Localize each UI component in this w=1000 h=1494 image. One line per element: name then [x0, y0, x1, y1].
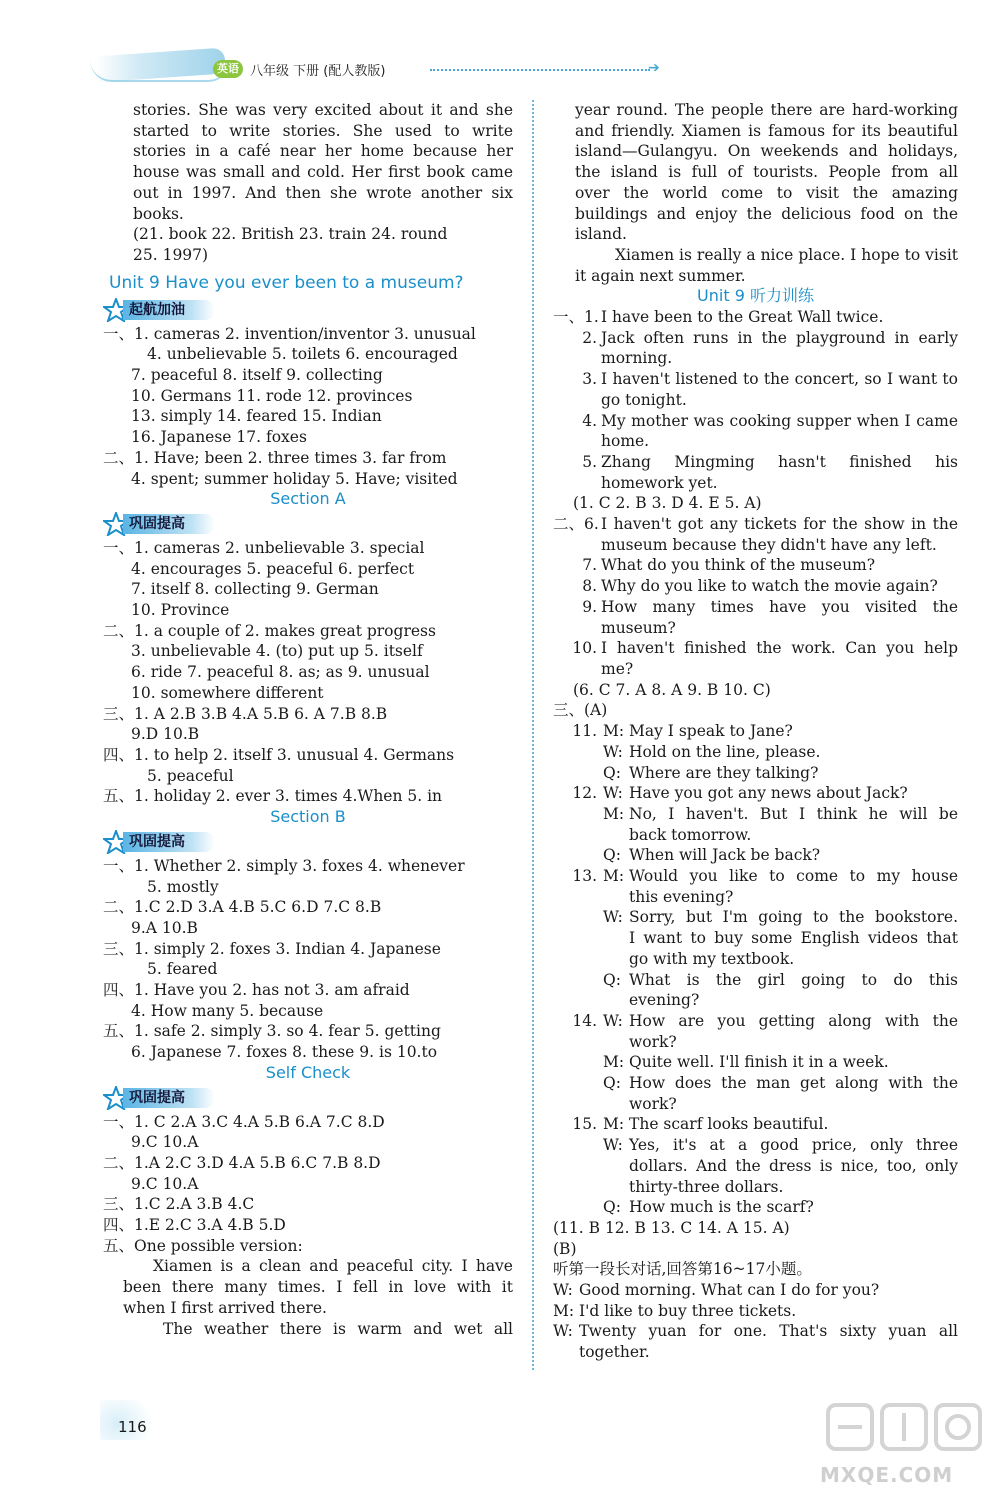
question-number: 4.: [582, 411, 597, 430]
section-b-title: Section B: [270, 807, 346, 827]
header-title: 八年级 下册 (配人教版): [250, 64, 386, 79]
text-line: island.: [575, 225, 627, 244]
dialogue-line: Yes, it's at a good price, only three: [629, 1136, 958, 1155]
dialogue-turn: [603, 907, 958, 969]
unit-title: Unit 9 Have you ever been to a museum?: [109, 272, 464, 293]
text-line: and friendly. Xiamen is famous for its beautiful: [575, 121, 958, 140]
question-line: Why do you like to watch the movie again?: [601, 577, 938, 596]
speaker-label: W:: [603, 1136, 623, 1155]
speaker-label: W:: [603, 908, 623, 927]
question-text: [601, 638, 958, 679]
dialogue-turn: [603, 845, 958, 866]
speaker-text: [629, 1011, 958, 1052]
dialogue-turn: [603, 1135, 958, 1197]
answer-line: 4. spent; summer holiday 5. Have; visited: [131, 469, 458, 488]
subject-badge: 英语: [213, 60, 243, 78]
answer-line: 二、1. Have; been 2. three times 3. far from: [103, 448, 447, 467]
header-dotted-line: [430, 69, 650, 71]
answer-line: 7. itself 8. collecting 9. German: [131, 580, 379, 599]
part-3b-label: (B): [553, 1239, 577, 1258]
text-line: island—Gulangyu. On weekends and holidays,: [575, 142, 958, 161]
dialogue-body: [603, 783, 958, 866]
listening-part-1: [553, 307, 958, 493]
question-item: [553, 411, 958, 452]
text-line: over the world come to visit the amazing: [575, 183, 958, 202]
answer-line: (1. C 2. B 3. D 4. E 5. A): [573, 494, 762, 513]
question-number: 10.: [572, 639, 597, 658]
dialogue-line: May I speak to Jane?: [629, 722, 793, 741]
dialogue-body: [603, 1114, 958, 1218]
speaker-text: [579, 1301, 958, 1322]
essay-line: when I first arrived there.: [123, 1298, 327, 1317]
dialogue-line: When will Jack be back?: [629, 846, 821, 865]
dialogue-turn: [603, 783, 958, 804]
question-number: 5.: [582, 452, 597, 471]
speaker-label: M:: [553, 1301, 575, 1320]
question-item: [553, 452, 958, 493]
dialogue-turn: [603, 742, 958, 763]
part-3b-intro: 听第一段长对话,回答第16~17小题。: [553, 1260, 812, 1279]
dialogue-line: I'd like to buy three tickets.: [579, 1301, 797, 1320]
right-intro: [553, 100, 958, 286]
answer-line: 4. How many 5. because: [131, 1001, 324, 1020]
arrow-icon: ➔: [648, 60, 660, 76]
question-number: 12.: [572, 784, 597, 803]
answer-line: 16. Japanese 17. foxes: [131, 428, 307, 447]
question-line: How many times have you visited the: [601, 597, 958, 616]
question-item: [553, 576, 958, 597]
speaker-text: [629, 845, 958, 866]
text-line: out in 1997. And then she wrote another six: [133, 183, 513, 202]
dialogue-line: The scarf looks beautiful.: [629, 1115, 829, 1134]
answer-line: 一、1. cameras 2. unbelievable 3. special: [103, 538, 425, 557]
speaker-text: [629, 866, 958, 907]
question-number: 7.: [582, 556, 597, 575]
question-number: 2.: [582, 328, 597, 347]
text-line: buildings and enjoy the delicious food on the: [575, 204, 958, 223]
dialogue-turn: [603, 1052, 958, 1073]
answer-block: [103, 324, 513, 490]
column-divider: [532, 100, 534, 1370]
question-text: [601, 597, 958, 638]
answer-line: 五、1. safe 2. simply 3. so 4. fear 5. getting: [103, 1022, 441, 1041]
dialogue-line: No, I haven't. But I think he will be: [629, 804, 958, 823]
dialogue-turn: [603, 1073, 958, 1114]
dialogue-turn: [553, 1301, 958, 1322]
dialogue-line: this evening?: [629, 887, 734, 906]
speaker-label: W:: [603, 784, 623, 803]
answer-line: 三、1. A 2.B 3.B 4.A 5.B 6. A 7.B 8.B: [103, 704, 388, 723]
answer-line: 9.C 10.A: [131, 1133, 199, 1152]
section-heading-label: 巩固提高: [123, 514, 215, 534]
dialogue-3b: [553, 1280, 958, 1363]
answer-line: 7. peaceful 8. itself 9. collecting: [131, 366, 383, 385]
question-item: [553, 555, 958, 576]
text-line: stories in a café near her home because her: [133, 142, 513, 161]
answer-line: 二、1.A 2.C 3.D 4.A 5.B 6.C 7.B 8.D: [103, 1153, 381, 1172]
question-line: I have been to the Great Wall twice.: [601, 308, 884, 327]
speaker-label: M:: [603, 1053, 625, 1072]
text-line: stories. She was very excited about it and she: [133, 101, 513, 119]
dialogue-item: [553, 721, 958, 783]
right-column: [553, 100, 958, 1363]
dialogue-line: What is the girl going to do this: [629, 970, 958, 989]
answer-line: 5. feared: [147, 960, 218, 979]
speaker-text: [629, 1073, 958, 1114]
speaker-label: Q:: [603, 970, 621, 989]
question-text: [601, 411, 958, 452]
dialogue-turn: [603, 763, 958, 784]
dialogue-body: [603, 1011, 958, 1115]
question-number: 8.: [582, 577, 597, 596]
question-item: [553, 369, 958, 410]
answer-line: 10. Province: [131, 601, 230, 620]
page-number: 116: [118, 1418, 147, 1436]
speaker-label: W:: [603, 1011, 623, 1030]
dialogue-line: thirty-three dollars.: [629, 1177, 784, 1196]
question-line: museum?: [601, 618, 676, 637]
dialogue-item: [553, 1011, 958, 1115]
dialogue-turn: [603, 804, 958, 845]
speaker-text: [629, 1114, 958, 1135]
listening-part-2: [553, 514, 958, 680]
section-a-title: Section A: [270, 489, 346, 509]
answer-line: 5. peaceful: [147, 766, 234, 785]
dialogue-body: [603, 721, 958, 783]
answer-line: 五、1. holiday 2. ever 3. times 4.When 5. in: [103, 787, 443, 806]
question-line: me?: [601, 659, 634, 678]
answer-line: 6. ride 7. peaceful 8. as; as 9. unusual: [131, 663, 430, 682]
answer-block: [103, 538, 513, 807]
speaker-text: [629, 970, 958, 1011]
dialogue-item: [553, 866, 958, 1011]
question-number: 14.: [572, 1011, 597, 1030]
answer-line: 4. encourages 5. peaceful 6. perfect: [131, 559, 415, 578]
speaker-label: M:: [603, 867, 625, 886]
dialogue-line: go with my textbook.: [629, 949, 795, 968]
question-text: [601, 514, 958, 555]
section-heading-label: 巩固提高: [123, 1088, 215, 1108]
question-text: [601, 576, 958, 597]
answer-line: 25. 1997): [133, 245, 209, 264]
section-heading: [103, 298, 513, 322]
question-text: [601, 452, 958, 493]
answer-line: 四、1.E 2.C 3.A 4.B 5.D: [103, 1216, 286, 1235]
question-line: go tonight.: [601, 390, 687, 409]
section-heading: [103, 1086, 513, 1110]
essay-line: been there many times. I fell in love with it: [123, 1278, 513, 1297]
dialogue-line: Hold on the line, please.: [629, 742, 821, 761]
speaker-text: [629, 721, 958, 742]
answer-line: 9.A 10.B: [131, 918, 198, 937]
text-line: year round. The people there are hard-working: [575, 101, 958, 119]
section-heading: [103, 830, 513, 854]
speaker-label: W:: [553, 1322, 573, 1341]
listening-part-3: [553, 721, 958, 1218]
dialogue-line: How are you getting along with the: [629, 1011, 958, 1030]
answer-line: 三、1. simply 2. foxes 3. Indian 4. Japanese: [103, 939, 441, 958]
speaker-text: [629, 763, 958, 784]
speaker-text: [629, 742, 958, 763]
self-check-title: Self Check: [265, 1062, 351, 1082]
speaker-label: W:: [553, 1281, 573, 1300]
left-intro: [103, 100, 513, 266]
answer-line: 4. unbelievable 5. toilets 6. encouraged: [147, 345, 458, 364]
question-line: Zhang Mingming hasn't finished his: [601, 452, 958, 471]
dialogue-line: Quite well. I'll finish it in a week.: [629, 1053, 889, 1072]
dialogue-item: [553, 1114, 958, 1218]
speaker-label: Q:: [603, 1198, 621, 1217]
text-line: house was small and cold. Her first book came: [133, 163, 513, 182]
answer-line: 四、1. to help 2. itself 3. unusual 4. Germans: [103, 745, 455, 764]
dialogue-turn: [603, 866, 958, 907]
question-item: [553, 638, 958, 679]
answer-line: 3. unbelievable 4. (to) put up 5. itself: [131, 642, 423, 661]
text-line: started to write stories. She used to write: [133, 121, 513, 140]
dialogue-turn: [553, 1321, 958, 1362]
essay-line: Xiamen is a clean and peaceful city. I have: [153, 1257, 513, 1276]
speaker-text: [629, 1197, 958, 1218]
question-item: [553, 514, 958, 555]
question-line: museum because they didn't have any left.: [601, 535, 937, 554]
question-line: I haven't got any tickets for the show in the: [601, 515, 958, 534]
question-item: [553, 328, 958, 369]
speaker-text: [629, 1052, 958, 1073]
question-line: I haven't listened to the concert, so I want to: [601, 370, 958, 389]
question-item: [553, 307, 958, 328]
question-number: 9.: [582, 597, 597, 616]
answer-line: 二、1.C 2.D 3.A 4.B 5.C 6.D 7.C 8.B: [103, 898, 382, 917]
question-text: [601, 307, 958, 328]
answer-line: 6. Japanese 7. foxes 8. these 9. is 10.to: [131, 1043, 438, 1062]
dialogue-line: Have you got any news about Jack?: [629, 784, 908, 803]
answer-line: 10. Germans 11. rode 12. provinces: [131, 386, 413, 405]
question-number: 11.: [572, 722, 597, 741]
listening-title: Unit 9 听力训练: [697, 286, 814, 306]
question-line: homework yet.: [601, 473, 718, 492]
dialogue-line: back tomorrow.: [629, 825, 752, 844]
dialogue-line: Twenty yuan for one. That's sixty yuan all: [579, 1322, 958, 1341]
question-text: [601, 328, 958, 369]
speaker-label: Q:: [603, 763, 621, 782]
dialogue-line: evening?: [629, 991, 700, 1010]
answer-line: 9.C 10.A: [131, 1174, 199, 1193]
answer-line: 10. somewhere different: [131, 683, 324, 702]
answer-block: [103, 856, 513, 1063]
speaker-label: Q:: [603, 1074, 621, 1093]
speaker-text: [629, 804, 958, 845]
dialogue-item: [553, 783, 958, 866]
watermark-text: MXQE.COM: [820, 1463, 954, 1487]
question-line: My mother was cooking supper when I came: [601, 411, 958, 430]
answer-line: 一、1. C 2.A 3.C 4.A 5.B 6.A 7.C 8.D: [103, 1112, 385, 1131]
dialogue-line: Good morning. What can I do for you?: [579, 1281, 880, 1300]
dialogue-turn: [603, 1011, 958, 1052]
question-text: [601, 555, 958, 576]
page-header: [0, 0, 1000, 100]
essay-line: The weather there is warm and wet all: [163, 1319, 513, 1338]
dialogue-turn: [553, 1280, 958, 1301]
section-heading-label: 起航加油: [123, 300, 215, 320]
section-heading-label: 巩固提高: [123, 832, 215, 852]
dialogue-line: Sorry, but I'm going to the bookstore.: [629, 908, 958, 927]
question-line: home.: [601, 432, 650, 451]
question-line: What do you think of the museum?: [601, 556, 876, 575]
answer-line: 一、1. Whether 2. simply 3. foxes 4. whenever: [103, 856, 465, 875]
question-item: [553, 597, 958, 638]
dialogue-line: work?: [629, 1094, 677, 1113]
answer-line: 13. simply 14. feared 15. Indian: [131, 407, 382, 426]
question-line: morning.: [601, 349, 673, 368]
question-text: [601, 369, 958, 410]
speaker-text: [629, 783, 958, 804]
dialogue-line: Would you like to come to my house: [629, 867, 958, 886]
question-number: 3.: [582, 370, 597, 389]
answer-line: 三、1.C 2.A 3.B 4.C: [103, 1195, 255, 1214]
speaker-text: [579, 1321, 958, 1362]
answer-line: (11. B 12. B 13. C 14. A 15. A): [553, 1218, 790, 1237]
dialogue-line: together.: [579, 1343, 650, 1362]
text-line: books.: [133, 204, 184, 223]
speaker-label: W:: [603, 742, 623, 761]
dialogue-line: I want to buy some English videos that: [629, 929, 958, 948]
dialogue-line: How does the man get along with the: [629, 1074, 958, 1093]
answer-block: [103, 1112, 513, 1257]
dialogue-line: dollars. And the dress is nice, too, only: [629, 1156, 958, 1175]
dialogue-turn: [603, 1197, 958, 1218]
speaker-label: M:: [603, 1115, 625, 1134]
question-number: 二、6.: [553, 515, 599, 534]
question-line: I haven't finished the work. Can you help: [601, 639, 958, 658]
speaker-label: Q:: [603, 846, 621, 865]
section-heading: [103, 512, 513, 536]
dialogue-line: work?: [629, 1032, 677, 1051]
speaker-label: M:: [603, 722, 625, 741]
left-column: [103, 100, 513, 1339]
dialogue-body: [603, 866, 958, 1011]
answer-line: 五、One possible version:: [103, 1236, 303, 1255]
answer-line: 一、1. cameras 2. invention/inventor 3. unusual: [103, 324, 476, 343]
question-number: 一、1.: [553, 308, 599, 327]
answer-line: 四、1. Have you 2. has not 3. am afraid: [103, 981, 410, 1000]
question-line: Jack often runs in the playground in early: [601, 328, 958, 347]
part-3-label: 三、(A): [553, 701, 608, 720]
dialogue-line: Where are they talking?: [629, 763, 819, 782]
question-number: 15.: [572, 1115, 597, 1134]
text-line: Xiamen is really a nice place. I hope to visit: [615, 245, 958, 264]
speaker-text: [579, 1280, 958, 1301]
dialogue-turn: [603, 970, 958, 1011]
answer-line: (6. C 7. A 8. A 9. B 10. C): [573, 680, 771, 699]
speaker-text: [629, 1135, 958, 1197]
question-number: 13.: [572, 867, 597, 886]
essay: [103, 1256, 513, 1339]
dialogue-line: How much is the scarf?: [629, 1198, 814, 1217]
speaker-label: M:: [603, 804, 625, 823]
dialogue-turn: [603, 1114, 958, 1135]
speaker-text: [629, 907, 958, 969]
text-line: it again next summer.: [575, 266, 746, 285]
answer-line: 5. mostly: [147, 877, 219, 896]
answer-line: 二、1. a couple of 2. makes great progress: [103, 621, 436, 640]
answer-line: (21. book 22. British 23. train 24. round: [133, 225, 448, 244]
dialogue-turn: [603, 721, 958, 742]
header-wave-decoration: [90, 60, 230, 82]
answer-line: 9.D 10.B: [131, 725, 200, 744]
text-line: the island is full of tourists. People from all: [575, 163, 958, 182]
